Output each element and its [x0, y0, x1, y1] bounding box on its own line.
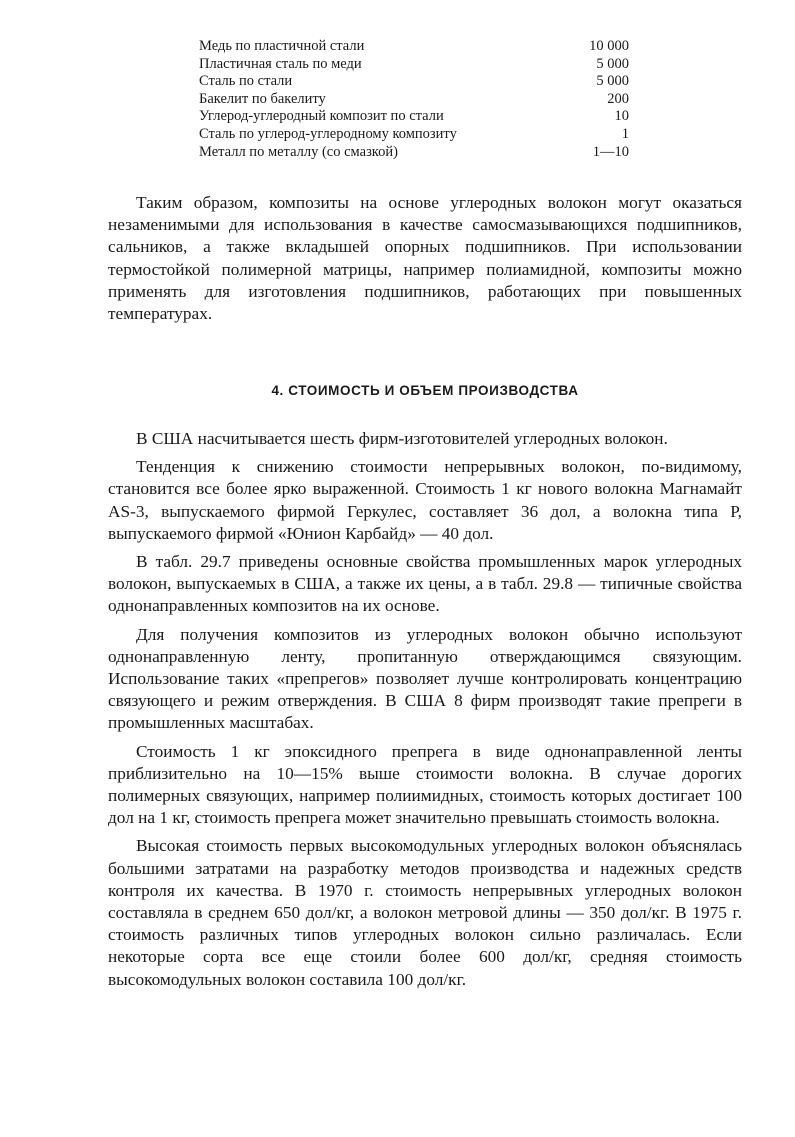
wear-value: 1	[621, 125, 629, 142]
paragraph: В США насчитывается шесть фирм-изготовителей углеродных волокон.	[136, 429, 668, 448]
wear-value: 200	[607, 90, 629, 107]
material-pair-label: Сталь по углерод-углеродному композиту	[199, 125, 457, 142]
wear-value: 10 000	[589, 38, 629, 54]
wear-value: 10	[614, 108, 629, 125]
wear-value: 1—10	[592, 143, 629, 160]
material-pair-label: Бакелит по бакелиту	[199, 90, 326, 107]
intro-paragraph: Таким образом, композиты на основе углеродных волокон могут оказаться незаменимыми для использования в качестве самосмазывающихся подшипников, сальников, а также вкладышей опорных подшипников. При использовании термостойкой полимерной матрицы, например полиамидной, композиты можно применять для изготовления подшипников, работающих при повышенных температурах.	[108, 193, 742, 324]
material-pair-label: Пластичная сталь по меди	[199, 55, 362, 72]
paragraph: Стоимость 1 кг эпоксидного препрега в виде однонаправленной ленты приблизительно на 10—15% выше стоимости волокна. В случае дорогих полимерных связующих, например полиимидных, стоимость которых достигает 100 дол на 1 кг, стоимость препрега может значительно превышать стоимость волокна.	[108, 741, 742, 828]
wear-value: 5 000	[596, 73, 629, 90]
wear-value: 5 000	[596, 55, 629, 72]
section-heading: 4. СТОИМОСТЬ И ОБЪЕМ ПРОИЗВОДСТВА	[271, 383, 579, 398]
table-row	[199, 108, 629, 126]
paragraph: Для получения композитов из углеродных волокон обычно используют однонаправленную ленту, пропитанную отверждающимся связующим. Использование таких «препрегов» позволяет лучше контролировать концентрацию связующего и режим отверждения. В США 8 фирм производят такие препреги в промышленных масштабах.	[108, 624, 742, 733]
table-row	[199, 56, 629, 74]
table-row	[199, 73, 629, 91]
intro-text	[108, 192, 742, 331]
table-row	[199, 91, 629, 109]
table-row	[199, 126, 629, 144]
paragraph: В табл. 29.7 приведены основные свойства промышленных марок углеродных волокон, выпускаемых в США, а также их цены, а в табл. 29.8 — типичные свойства однонаправленных композитов на их основе.	[108, 552, 742, 616]
material-pair-label: Медь по пластичной стали	[199, 38, 365, 54]
paragraph: Тенденция к снижению стоимости непрерывных волокон, по-видимому, становится все более ярко выраженной. Стоимость 1 кг нового волокна Магнамайт AS-3, выпускаемого фирмой Геркулес, составляет 36 дол, а волокна типа Р, выпускаемого фирмой «Юнион Карбайд» — 40 дол.	[108, 457, 742, 543]
material-pair-label: Металл по металлу (со смазкой)	[199, 143, 398, 160]
material-pair-label: Углерод-углеродный композит по стали	[199, 108, 444, 125]
material-pair-label: Сталь по стали	[199, 73, 293, 90]
paragraph: Высокая стоимость первых высокомодульных углеродных волокон объяснялась большими затратами на разработку методов производства и надежных средств контроля их качества. В 1970 г. стоимость непрерывных углеродных волокон составляла в среднем 650 дол/кг, а волокон метровой длины — 350 дол/кг. В 1975 г. стоимость различных типов углеродных волокон сильно различалась. Если некоторые сорта все еще стоили более 600 дол/кг, средняя стоимость высокомодульных волокон составила 100 дол/кг.	[108, 836, 742, 989]
table-row	[199, 38, 629, 56]
table-row	[199, 144, 629, 162]
section-body	[108, 428, 742, 997]
wear-rate-table	[199, 38, 629, 161]
